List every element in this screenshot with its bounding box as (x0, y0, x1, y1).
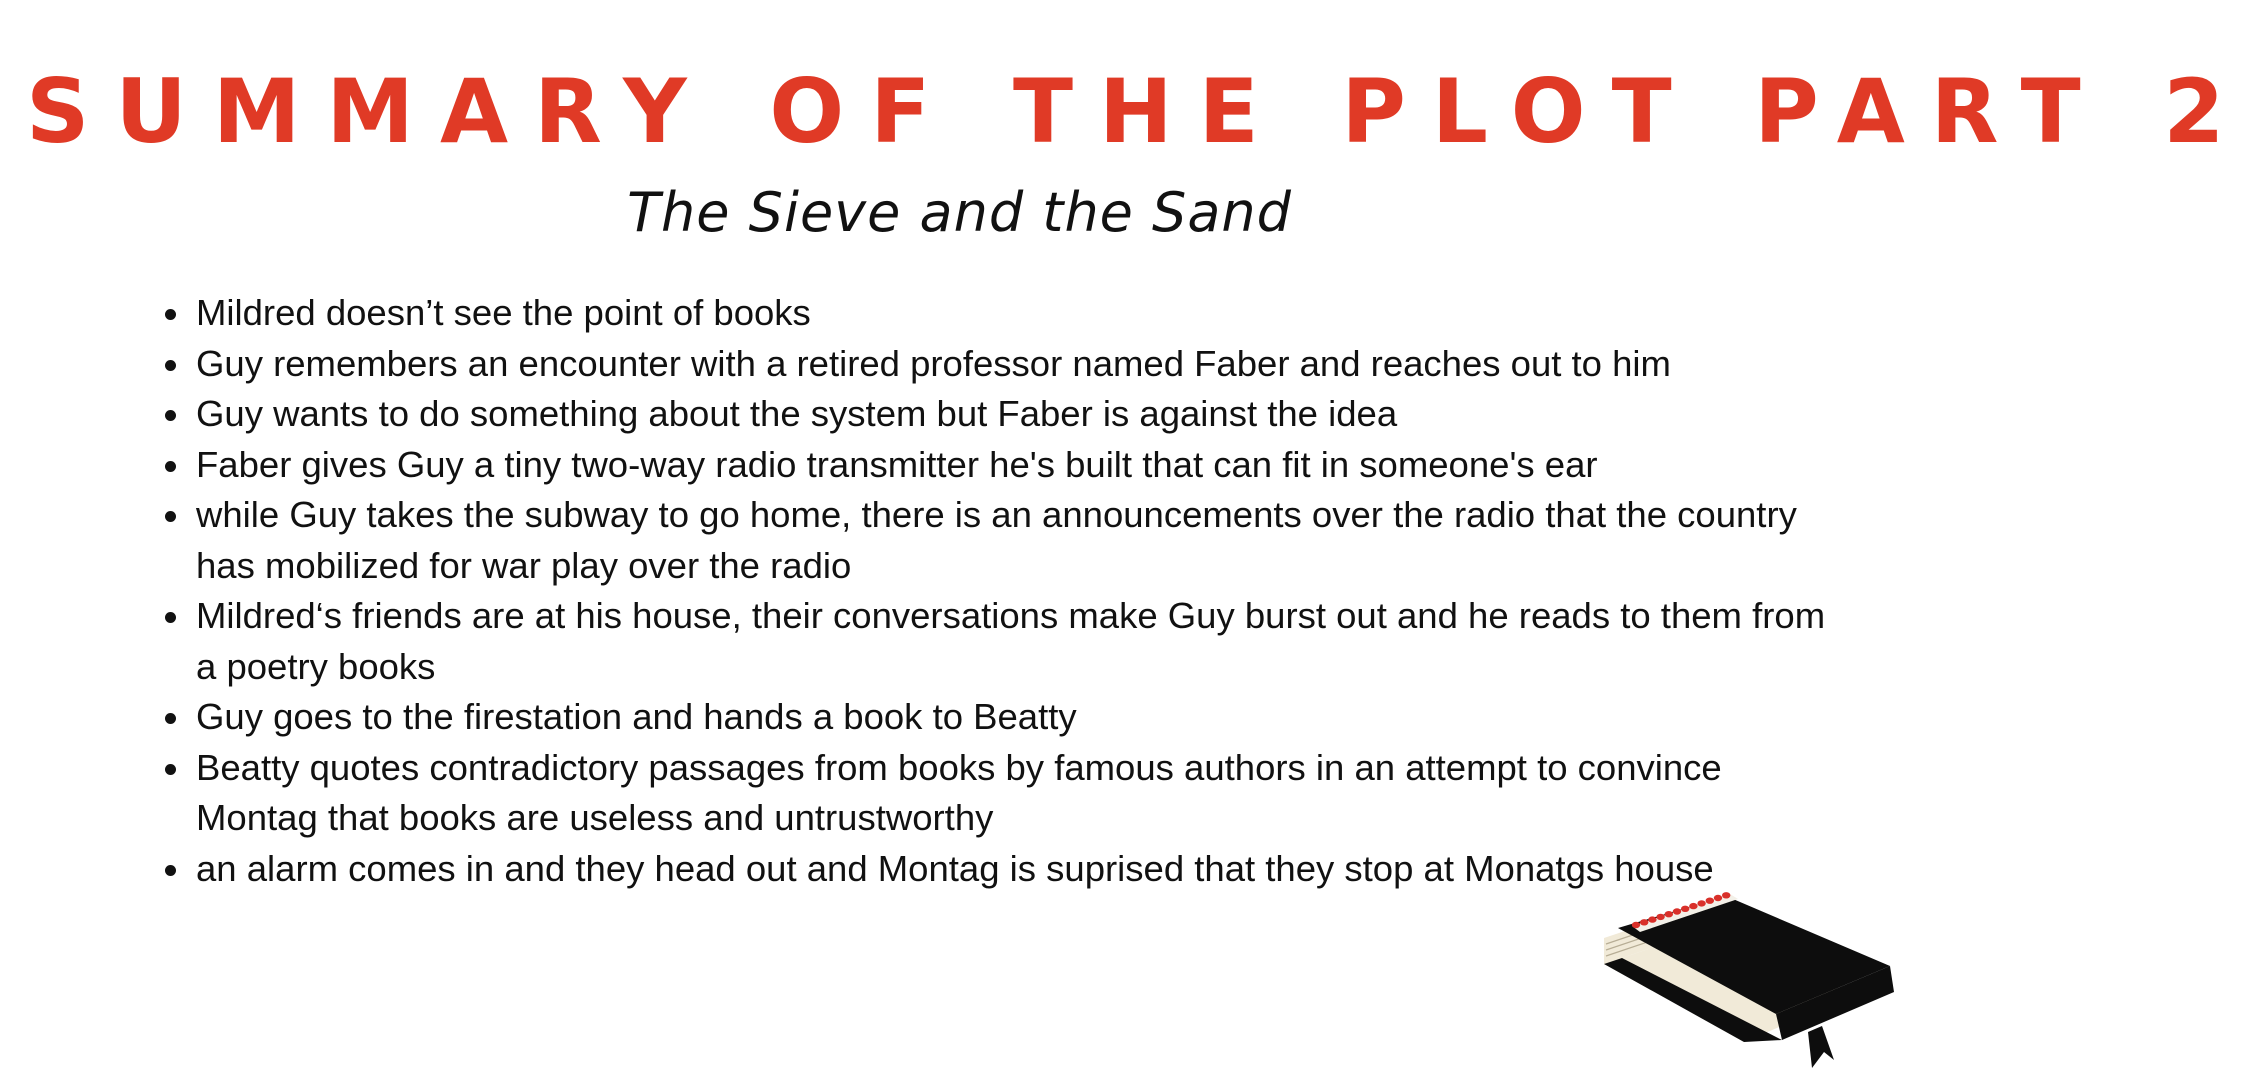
bullet-icon (165, 360, 176, 371)
list-item-text: Faber gives Guy a tiny two-way radio transmitter he's built that can fit in someone's ear (196, 443, 1598, 485)
bullet-icon (165, 713, 176, 724)
bookmark-ribbon (1808, 1026, 1834, 1068)
list-item (160, 339, 1840, 390)
match-head-icon (1722, 892, 1730, 898)
list-item (160, 844, 1840, 895)
list-item-text: Guy remembers an encounter with a retired professor named Faber and reaches out to him (196, 342, 1671, 384)
bullet-icon (165, 309, 176, 320)
match-head-icon (1681, 906, 1689, 912)
list-item-text: Guy wants to do something about the system but Faber is against the idea (196, 393, 1398, 434)
bullet-icon (165, 410, 176, 421)
match-head-icon (1673, 908, 1681, 914)
match-head-icon (1714, 895, 1722, 901)
list-item (160, 490, 1840, 591)
list-item-text: an alarm comes in and they head out and Montag is suprised that they stop at Monatgs house (196, 847, 1714, 889)
list-item-text: Mildred doesn’t see the point of books (196, 292, 811, 333)
match-head-icon (1640, 919, 1648, 925)
list-item-text: Guy goes to the firestation and hands a book to Beatty (196, 696, 1077, 737)
bullet-icon (165, 865, 176, 876)
slide-subtitle: The Sieve and the Sand (627, 181, 1292, 244)
match-head-icon (1697, 900, 1705, 906)
list-item-text: Mildred‘s friends are at his house, their conversations make Guy burst out and he reads to them from a poetry books (196, 595, 1826, 687)
list-item (160, 692, 1840, 743)
list-item-text: while Guy takes the subway to go home, there is an announcements over the radio that the country has mobilized for war play over the radio (196, 494, 1797, 586)
list-item (160, 440, 1840, 491)
book-matches-icon (1598, 892, 1898, 1082)
bullet-icon (165, 461, 176, 472)
list-item (160, 743, 1840, 844)
bullet-icon (165, 511, 176, 522)
bullet-icon (165, 612, 176, 623)
bullet-icon (165, 764, 176, 775)
match-head-icon (1689, 903, 1697, 909)
match-head-icon (1665, 911, 1673, 917)
bullet-list (160, 288, 1840, 894)
match-head-icon (1648, 916, 1656, 922)
slide-title: SUMMARY OF THE PLOT PART 2 (26, 60, 2251, 163)
match-head-icon (1632, 922, 1640, 928)
list-item (160, 389, 1840, 440)
match-head-icon (1656, 914, 1664, 920)
list-item (160, 591, 1840, 692)
match-head-icon (1706, 898, 1714, 904)
list-item-text: Beatty quotes contradictory passages from books by famous authors in an attempt to convince Montag that books are useless and untrustworthy (196, 746, 1722, 838)
list-item (160, 288, 1840, 339)
